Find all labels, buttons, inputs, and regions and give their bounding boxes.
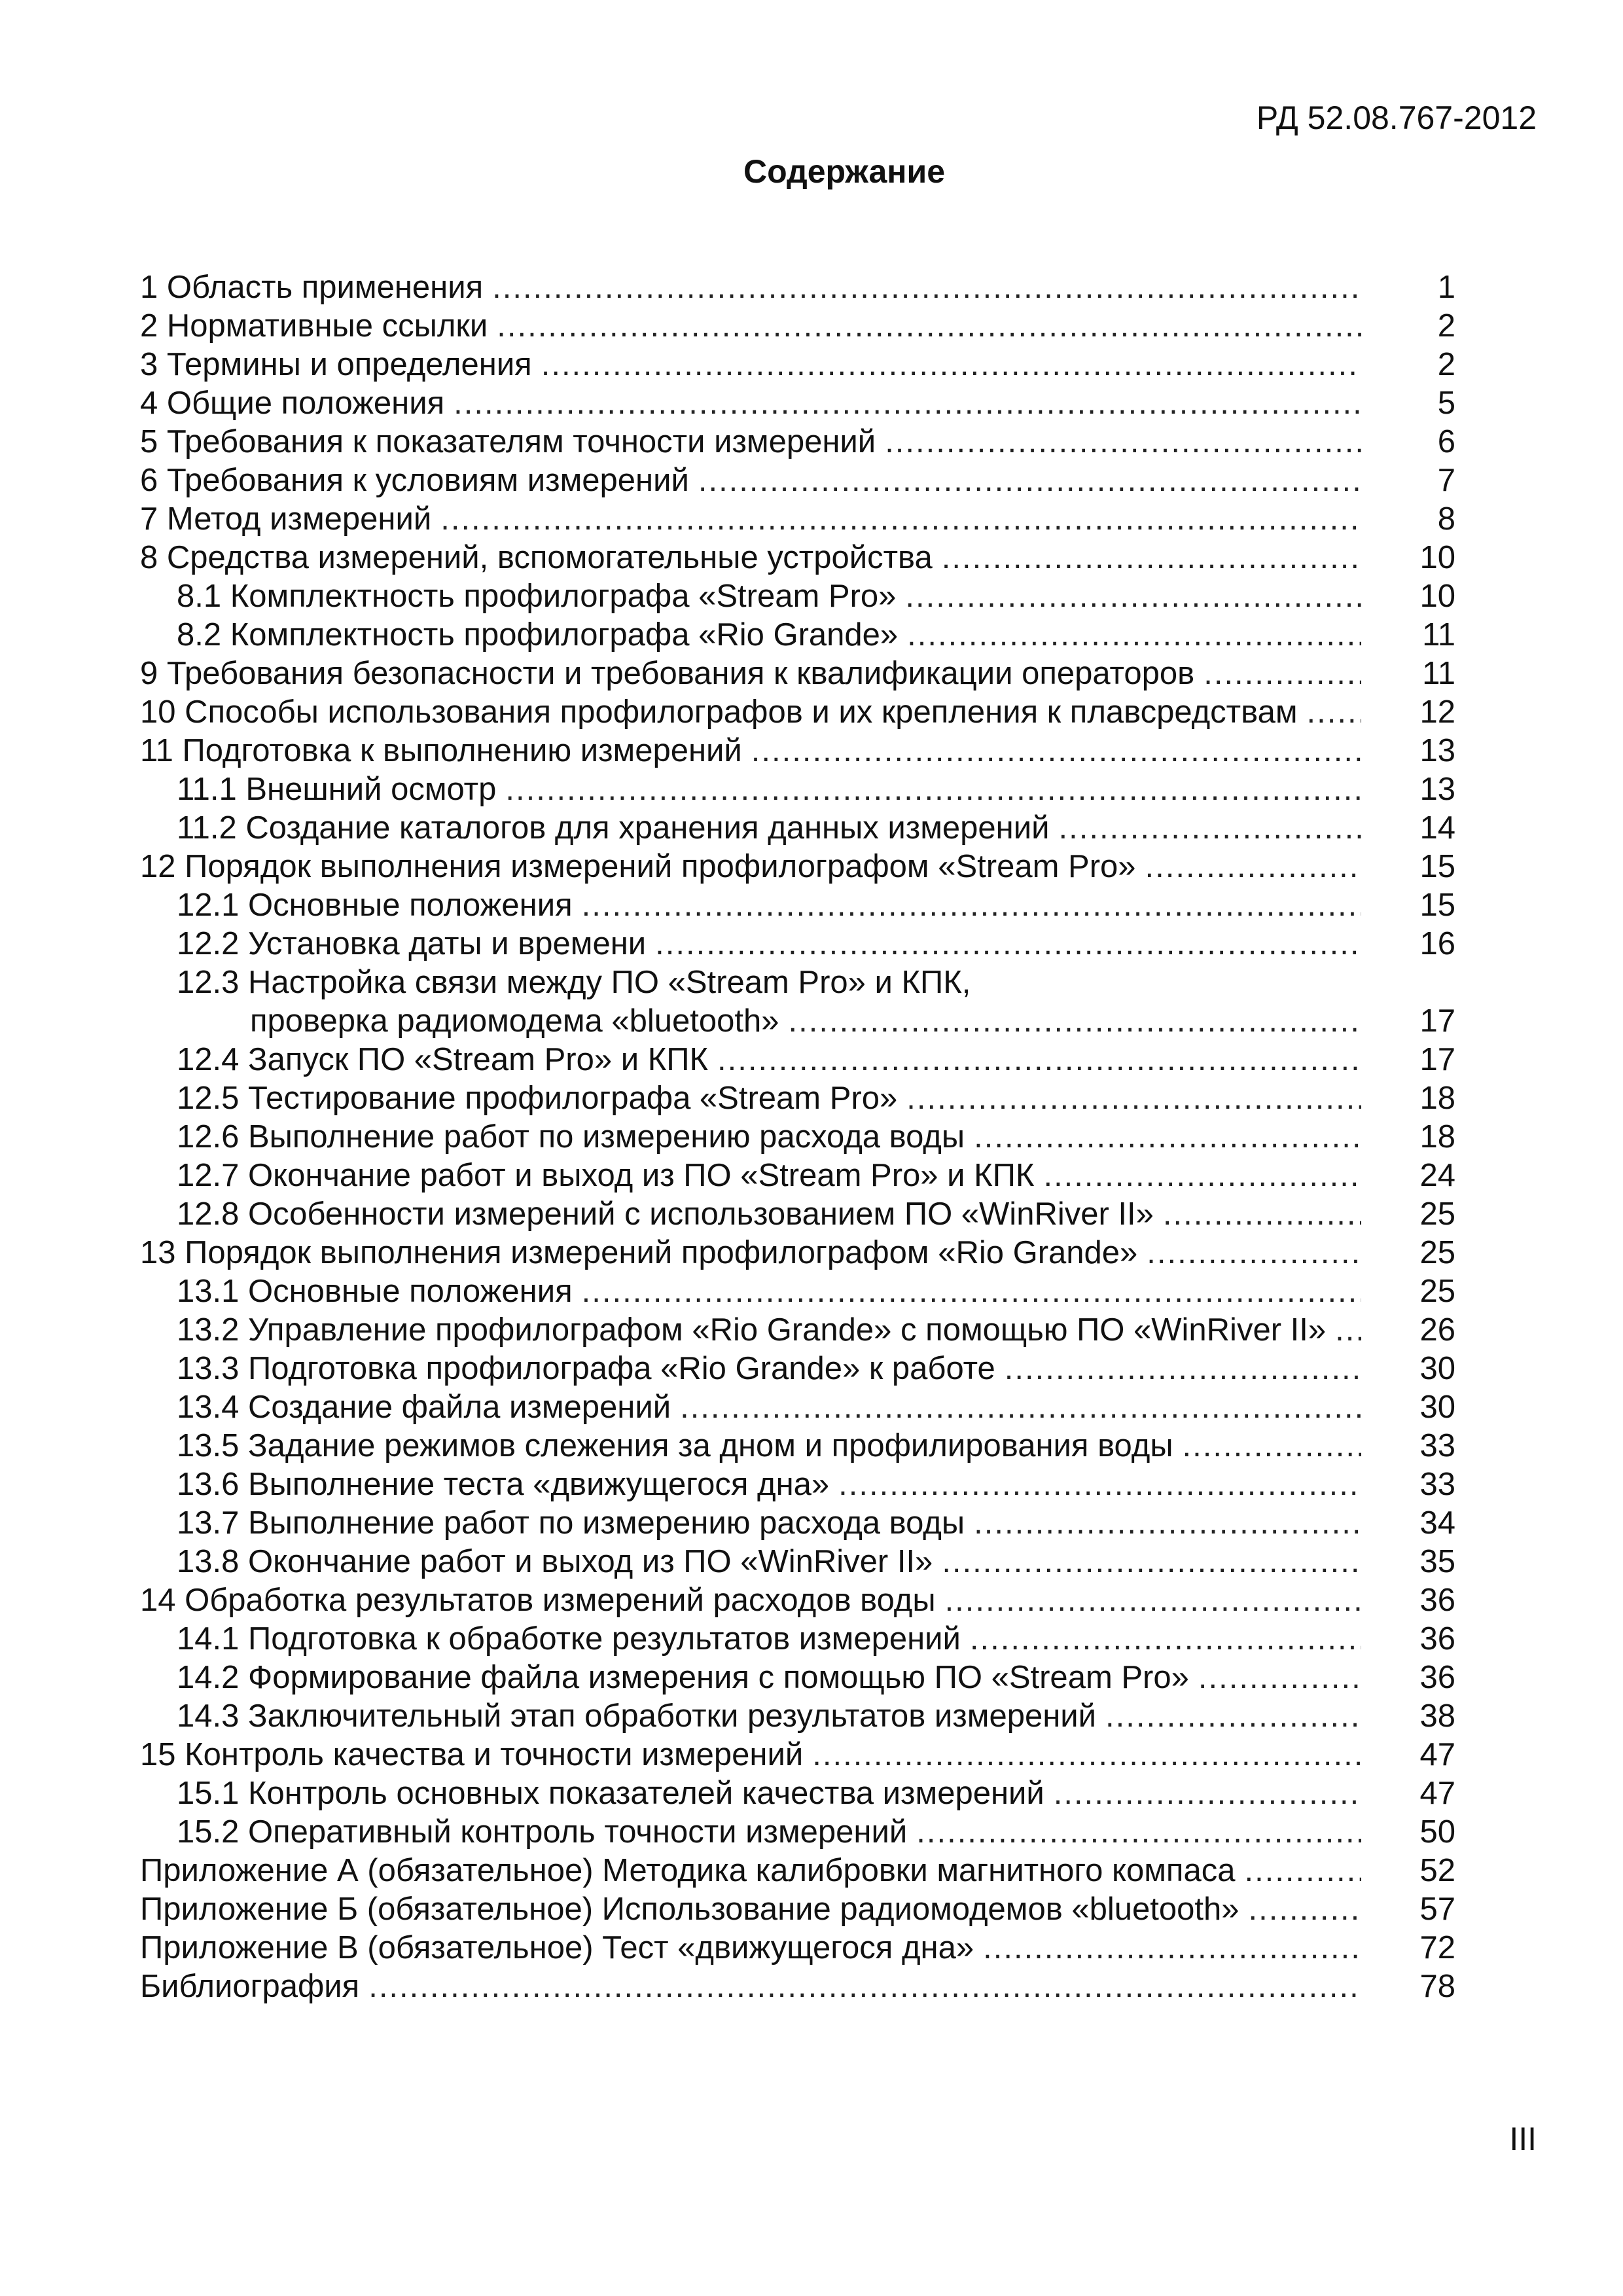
toc-entry-page: 2: [1437, 347, 1455, 382]
toc-entry[interactable]: [140, 770, 1455, 809]
dot-leader: [582, 1272, 1361, 1311]
toc-entry-title: 13.5 Задание режимов слежения за дном и профилирования воды: [177, 1428, 1173, 1463]
toc-entry[interactable]: [140, 1697, 1455, 1736]
dot-leader: [945, 1581, 1361, 1620]
toc-entry[interactable]: [140, 848, 1455, 886]
toc-entry-title: 11.1 Внешний осмотр: [177, 772, 497, 807]
toc-entry[interactable]: [140, 1581, 1455, 1620]
toc-entry-page: 50: [1419, 1814, 1455, 1850]
toc-entry[interactable]: [140, 732, 1455, 770]
toc-entry-title: 12.8 Особенности измерений с использованием ПО «WinRiver II»: [177, 1196, 1154, 1232]
toc-entry[interactable]: [140, 886, 1455, 925]
toc-entry[interactable]: [140, 307, 1455, 346]
toc-entry-title: Приложение Б (обязательное) Использование радиомодемов «bluetooth»: [140, 1892, 1240, 1927]
toc-entry[interactable]: [140, 1350, 1455, 1388]
toc-entry[interactable]: [140, 1079, 1455, 1118]
toc-entry[interactable]: [140, 539, 1455, 577]
dot-leader: [698, 461, 1361, 500]
toc-entry[interactable]: [140, 1813, 1455, 1852]
toc-entry-title: 6 Требования к условиям измерений: [140, 463, 689, 498]
dot-leader: [1249, 1890, 1361, 1929]
toc-entry-title: Приложение А (обязательное) Методика калибровки магнитного компаса: [140, 1853, 1236, 1888]
toc-entry-title: 13.7 Выполнение работ по измерению расхода воды: [177, 1505, 965, 1541]
dot-leader: [1335, 1311, 1361, 1350]
toc-entry-title: 13.4 Создание файла измерений: [177, 1390, 671, 1425]
toc-entry[interactable]: [140, 925, 1455, 963]
toc-entry-title: Приложение В (обязательное) Тест «движущегося дна»: [140, 1930, 974, 1965]
toc-entry-page: 15: [1419, 849, 1455, 884]
toc-entry-page: 10: [1419, 579, 1455, 614]
toc-entry[interactable]: [140, 1234, 1455, 1272]
toc-entry-page: 1: [1437, 270, 1455, 305]
toc-entry-page: 18: [1419, 1119, 1455, 1155]
toc-entry-title: Библиография: [140, 1969, 360, 2004]
dot-leader: [789, 1002, 1362, 1041]
toc-entry-title: 9 Требования безопасности и требования к квалификации операторов: [140, 656, 1195, 691]
toc-entry-title: 14.2 Формирование файла измерения с помощью ПО «Stream Pro»: [177, 1660, 1189, 1695]
dot-leader: [942, 539, 1361, 577]
toc-entry-title: 8.1 Комплектность профилографа «Stream Pro»: [177, 579, 897, 614]
toc-entry[interactable]: [140, 346, 1455, 384]
dot-leader: [497, 307, 1361, 346]
toc-entry-page: 13: [1419, 772, 1455, 807]
toc-entry[interactable]: [140, 1311, 1455, 1350]
toc-entry[interactable]: [140, 1967, 1455, 2006]
toc-entry[interactable]: [140, 1890, 1455, 1929]
toc-entry[interactable]: [140, 616, 1455, 655]
dot-leader: [838, 1465, 1361, 1504]
toc-entry-page: 34: [1419, 1505, 1455, 1541]
dot-leader: [655, 925, 1361, 963]
dot-leader: [492, 268, 1361, 307]
toc-entry-title: 3 Термины и определения: [140, 347, 532, 382]
toc-entry-title: 1 Область применения: [140, 270, 484, 305]
toc-entry-title: 13.6 Выполнение теста «движущегося дна»: [177, 1467, 830, 1502]
toc-entry[interactable]: [140, 1002, 1455, 1041]
toc-entry-page: 11: [1422, 617, 1455, 653]
toc-entry-page: 5: [1437, 386, 1455, 421]
toc-entry-title: 12.3 Настройка связи между ПО «Stream Pro» и КПК,: [177, 965, 971, 1000]
toc-entry[interactable]: [140, 1504, 1455, 1543]
toc-entry-title: 12.5 Тестирование профилографа «Stream Pro»: [177, 1081, 898, 1116]
toc-entry[interactable]: [140, 963, 1455, 1002]
toc-entry-page: 26: [1419, 1312, 1455, 1348]
toc-entry-page: 47: [1419, 1737, 1455, 1772]
dot-leader: [907, 616, 1361, 655]
toc-entry-page: 25: [1419, 1235, 1455, 1270]
dot-leader: [368, 1967, 1361, 2006]
dot-leader: [1043, 1157, 1361, 1195]
toc-entry-page: 24: [1419, 1158, 1455, 1193]
toc-entry[interactable]: [140, 500, 1455, 539]
toc-entry-title: 15 Контроль качества и точности измерений: [140, 1737, 804, 1772]
toc-entry[interactable]: [140, 1272, 1455, 1311]
toc-entry[interactable]: [140, 1041, 1455, 1079]
dot-leader: [1105, 1697, 1361, 1736]
toc-entry-title: 12.7 Окончание работ и выход из ПО «Stream Pro» и КПК: [177, 1158, 1035, 1193]
toc-entry-title: 14.3 Заключительный этап обработки результатов измерений: [177, 1698, 1097, 1734]
document-code: РД 52.08.767-2012: [1256, 99, 1537, 136]
dot-leader: [1054, 1774, 1361, 1813]
toc-entry-page: 30: [1419, 1351, 1455, 1386]
toc-entry-title: 5 Требования к показателям точности измерений: [140, 424, 876, 459]
toc-entry-page: 36: [1419, 1660, 1455, 1695]
toc-entry-page: 36: [1419, 1621, 1455, 1657]
toc-entry-page: 10: [1419, 540, 1455, 575]
toc-entry-title: 2 Нормативные ссылки: [140, 308, 488, 344]
toc-entry-title: 13.8 Окончание работ и выход из ПО «WinRiver II»: [177, 1544, 933, 1579]
toc-entry[interactable]: [140, 1852, 1455, 1890]
dot-leader: [1183, 1427, 1361, 1465]
page-title: Содержание: [743, 153, 946, 190]
toc-entry-title: 12.2 Установка даты и времени: [177, 926, 647, 961]
toc-entry-title: 12.4 Запуск ПО «Stream Pro» и КПК: [177, 1042, 709, 1077]
toc-entry-title: 8.2 Комплектность профилографа «Rio Grande»: [177, 617, 899, 653]
toc-entry-page: 35: [1419, 1544, 1455, 1579]
toc-entry-title: 13.2 Управление профилографом «Rio Grande» с помощью ПО «WinRiver II»: [177, 1312, 1327, 1348]
toc-entry[interactable]: [140, 1465, 1455, 1504]
toc-entry[interactable]: [140, 1620, 1455, 1659]
toc-entry-page: 17: [1419, 1003, 1455, 1039]
dot-leader: [906, 1079, 1361, 1118]
toc-entry-page: 2: [1437, 308, 1455, 344]
dot-leader: [1204, 655, 1361, 693]
dot-leader: [812, 1736, 1361, 1774]
toc-entry-title: 13.3 Подготовка профилографа «Rio Grande» к работе: [177, 1351, 995, 1386]
toc-entry[interactable]: [140, 1118, 1455, 1157]
toc-entry-page: 14: [1419, 810, 1455, 846]
toc-entry[interactable]: [140, 1929, 1455, 1967]
toc-entry-page: 33: [1419, 1428, 1455, 1463]
dot-leader: [916, 1813, 1361, 1852]
toc-entry[interactable]: [140, 1157, 1455, 1195]
toc-entry-title: 12 Порядок выполнения измерений профилографом «Stream Pro»: [140, 849, 1136, 884]
toc-entry-title: 10 Способы использования профилографов и их крепления к плавсредствам: [140, 694, 1298, 730]
dot-leader: [751, 732, 1361, 770]
toc-entry-page: 38: [1419, 1698, 1455, 1734]
toc-entry-page: 17: [1419, 1042, 1455, 1077]
dot-leader: [680, 1388, 1361, 1427]
toc-entry-title: 13 Порядок выполнения измерений профилографом «Rio Grande»: [140, 1235, 1138, 1270]
dot-leader: [1147, 1234, 1361, 1272]
toc-entry-title: 15.2 Оперативный контроль точности измерений: [177, 1814, 908, 1850]
toc-entry[interactable]: [140, 268, 1455, 307]
toc-entry-page: 30: [1419, 1390, 1455, 1425]
dot-leader: [1005, 1350, 1361, 1388]
toc-entry[interactable]: [140, 693, 1455, 732]
toc-entry-page: 78: [1419, 1969, 1455, 2004]
page-number: III: [1509, 2121, 1537, 2157]
toc-entry[interactable]: [140, 384, 1455, 423]
toc-entry-title: 14.1 Подготовка к обработке результатов измерений: [177, 1621, 961, 1657]
toc-entry[interactable]: [140, 1543, 1455, 1581]
toc-entry-page: 33: [1419, 1467, 1455, 1502]
toc-entry-page: 15: [1419, 888, 1455, 923]
toc-entry[interactable]: [140, 1774, 1455, 1813]
dot-leader: [541, 346, 1361, 384]
toc-entry[interactable]: [140, 1736, 1455, 1774]
toc-entry-page: 11: [1422, 656, 1455, 691]
toc-entry[interactable]: [140, 461, 1455, 500]
toc-entry-page: 52: [1419, 1853, 1455, 1888]
dot-leader: [1307, 693, 1361, 732]
dot-leader: [454, 384, 1361, 423]
dot-leader: [1198, 1659, 1361, 1697]
toc-entry-page: 7: [1437, 463, 1455, 498]
toc-entry-page: 6: [1437, 424, 1455, 459]
toc-entry-page: 47: [1419, 1776, 1455, 1811]
dot-leader: [974, 1118, 1361, 1157]
dot-leader: [1163, 1195, 1361, 1234]
toc-entry-page: 18: [1419, 1081, 1455, 1116]
toc-entry[interactable]: [140, 423, 1455, 461]
toc-entry-page: 16: [1419, 926, 1455, 961]
toc-entry[interactable]: [140, 577, 1455, 616]
toc-entry-page: 25: [1419, 1274, 1455, 1309]
toc-entry-title: 4 Общие положения: [140, 386, 445, 421]
toc-entry-page: 12: [1419, 694, 1455, 730]
dot-leader: [505, 770, 1361, 809]
toc-entry[interactable]: [140, 1427, 1455, 1465]
toc-entry-title: 12.6 Выполнение работ по измерению расхода воды: [177, 1119, 965, 1155]
toc-entry[interactable]: [140, 1388, 1455, 1427]
toc-entry-title: 7 Метод измерений: [140, 501, 432, 537]
dot-leader: [1058, 809, 1361, 848]
toc-entry[interactable]: [140, 1659, 1455, 1697]
toc-entry-title: 12.1 Основные положения: [177, 888, 573, 923]
toc-entry[interactable]: [140, 809, 1455, 848]
dot-leader: [717, 1041, 1361, 1079]
dot-leader: [974, 1504, 1361, 1543]
dot-leader: [942, 1543, 1361, 1581]
table-of-contents: [140, 268, 1455, 2006]
dot-leader: [582, 886, 1361, 925]
toc-entry-title: 8 Средства измерений, вспомогательные устройства: [140, 540, 933, 575]
toc-entry-title: 15.1 Контроль основных показателей качества измерений: [177, 1776, 1044, 1811]
toc-entry-title: проверка радиомодема «bluetooth»: [250, 1003, 779, 1039]
dot-leader: [905, 577, 1361, 616]
toc-entry-page: 13: [1419, 733, 1455, 768]
toc-entry-page: 25: [1419, 1196, 1455, 1232]
toc-entry-page: 36: [1419, 1583, 1455, 1618]
dot-leader: [440, 500, 1361, 539]
toc-entry-page: 72: [1419, 1930, 1455, 1965]
toc-entry-title: 14 Обработка результатов измерений расходов воды: [140, 1583, 936, 1618]
toc-entry-page: 57: [1419, 1892, 1455, 1927]
dot-leader: [983, 1929, 1361, 1967]
dot-leader: [1244, 1852, 1361, 1890]
toc-entry-title: 13.1 Основные положения: [177, 1274, 573, 1309]
toc-entry[interactable]: [140, 655, 1455, 693]
dot-leader: [970, 1620, 1361, 1659]
toc-entry-title: 11.2 Создание каталогов для хранения данных измерений: [177, 810, 1050, 846]
toc-entry-page: 8: [1437, 501, 1455, 537]
toc-entry-title: 11 Подготовка к выполнению измерений: [140, 733, 742, 768]
toc-entry[interactable]: [140, 1195, 1455, 1234]
dot-leader: [885, 423, 1361, 461]
dot-leader: [1145, 848, 1361, 886]
